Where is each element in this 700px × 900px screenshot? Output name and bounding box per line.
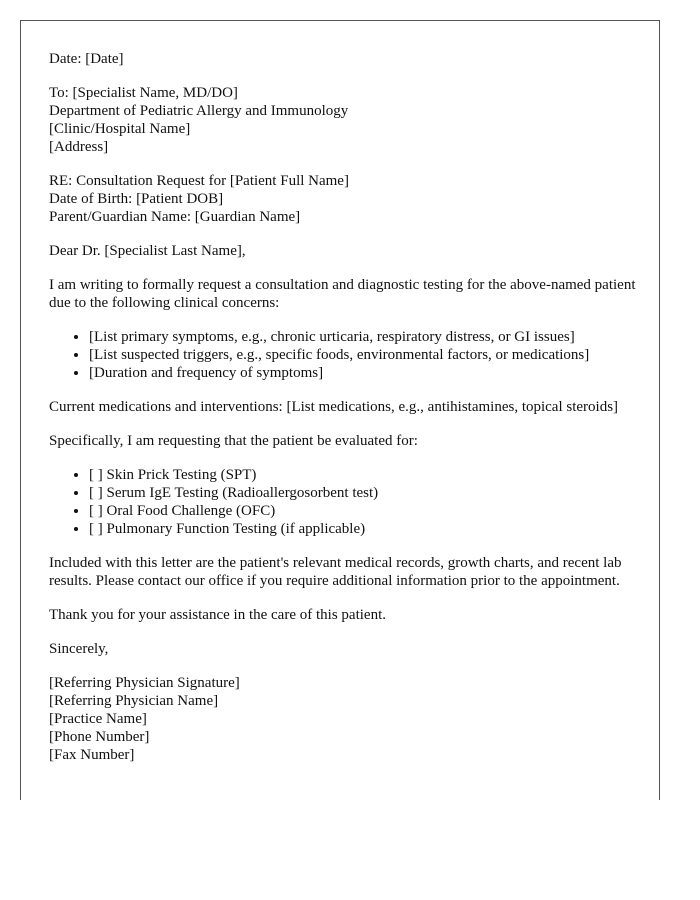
list-item: • [ ] Serum IgE Testing (Radioallergosorbent test)	[89, 484, 659, 502]
physician-name-line: [Referring Physician Name]	[49, 693, 219, 709]
list-item: • [List suspected triggers, e.g., specific foods, environmental factors, or medications]	[89, 346, 659, 364]
signature-line: [Referring Physician Signature]	[49, 675, 240, 691]
subject-line: RE: Consultation Request for [Patient Full Name]	[49, 173, 349, 189]
date-line	[49, 50, 659, 68]
list-item: • [Duration and frequency of symptoms]	[89, 364, 659, 382]
request-intro-text: Specifically, I am requesting that the patient be evaluated for:	[49, 433, 418, 449]
thanks-paragraph	[49, 606, 659, 624]
subject-block	[49, 172, 659, 226]
closing-text: Sincerely,	[49, 641, 109, 657]
included-paragraph: Included with this letter are the patient's relevant medical records, growth charts, and recent lab results. Please contact our office if you require additional information prior to the appointment.	[49, 555, 622, 589]
letter-page	[20, 20, 660, 800]
closing	[49, 640, 659, 658]
phone-line: [Phone Number]	[49, 729, 150, 745]
recipient-line: [Clinic/Hospital Name]	[49, 121, 191, 137]
list-item: • [ ] Pulmonary Function Testing (if applicable)	[89, 520, 659, 538]
fax-line: [Fax Number]	[49, 747, 135, 763]
medications-paragraph: Current medications and interventions: [List medications, e.g., antihistamines, topical steroids]	[49, 399, 619, 415]
date-text: Date: [Date]	[49, 51, 124, 67]
salutation	[49, 242, 659, 260]
recipient-address	[49, 84, 659, 156]
tests-list	[49, 466, 659, 538]
guardian-line: Parent/Guardian Name: [Guardian Name]	[49, 209, 301, 225]
list-item: • [ ] Oral Food Challenge (OFC)	[89, 502, 659, 520]
intro-paragraph: I am writing to formally request a consultation and diagnostic testing for the above-named patient due to the following clinical concerns:	[49, 277, 636, 311]
concerns-list	[49, 328, 659, 382]
thanks-text: Thank you for your assistance in the care of this patient.	[49, 607, 386, 623]
signature-block	[49, 674, 659, 764]
recipient-line: To: [Specialist Name, MD/DO]	[49, 85, 238, 101]
list-item: • [ ] Skin Prick Testing (SPT)	[89, 466, 659, 484]
practice-name-line: [Practice Name]	[49, 711, 147, 727]
patient-dob-line: Date of Birth: [Patient DOB]	[49, 191, 224, 207]
recipient-line: [Address]	[49, 139, 109, 155]
recipient-line: Department of Pediatric Allergy and Immunology	[49, 103, 349, 119]
request-intro	[49, 432, 659, 450]
list-item: • [List primary symptoms, e.g., chronic urticaria, respiratory distress, or GI issues]	[89, 328, 659, 346]
salutation-text: Dear Dr. [Specialist Last Name],	[49, 243, 246, 259]
